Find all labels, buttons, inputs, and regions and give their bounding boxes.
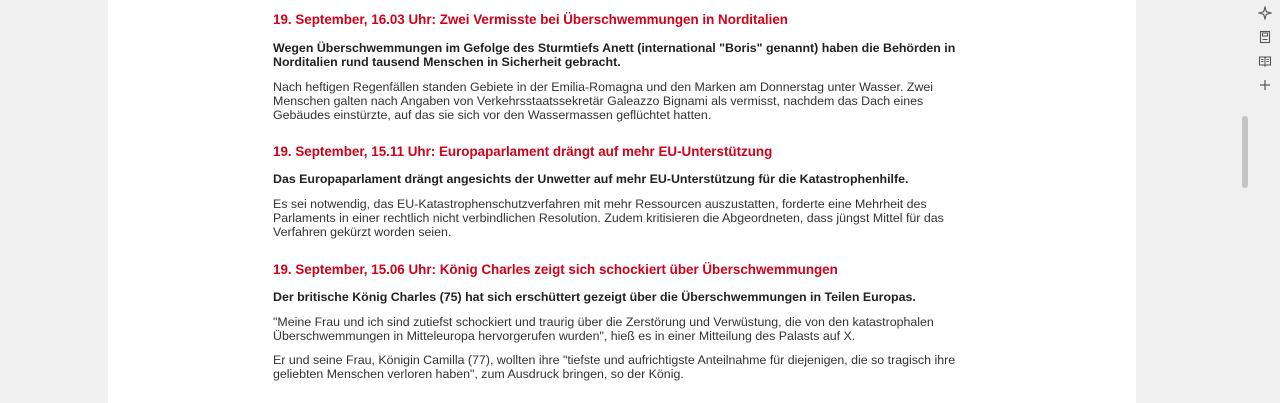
entry-lead-2: Das Europaparlament drängt angesichts der Unwetter auf mehr EU-Unterstützung für die Katastrophenhilfe. (273, 172, 909, 186)
article-page (108, 0, 1136, 403)
entry-paragraph-3-1: "Meine Frau und ich sind zutiefst schockiert und traurig über die Zerstörung und Verwüstung, die von den katastrophalen Überschwemmungen in Mitteleuropa hervorgerufen wurden", hieß es in einer Mitteilung des Palasts auf X. (273, 315, 934, 343)
scroll-thumb[interactable] (1242, 116, 1248, 188)
entry-paragraph-3-2: Er und seine Frau, Königin Camilla (77), wollten ihre "tiefste und aufrichtigste Anteilnahme für diejenigen, die so tragisch ihre geliebten Menschen verloren haben", zum Ausdruck bringen, so der König. (273, 353, 956, 381)
browser-sidebar (1250, 0, 1280, 403)
entry-title-3: 19. September, 15.06 Uhr: König Charles zeigt sich schockiert über Überschwemmungen (273, 262, 838, 277)
entry-paragraph-2-1: Es sei notwendig, das EU-Katastrophenschutzverfahren mit mehr Ressourcen auszustatten, forderte eine Mehrheit des Parlaments in einer rechtlich nicht verbindlichen Resolution. Zudem kritisieren die Abgeordneten, dass jüngst Mittel für das Verfahren gekürzt worden seien. (273, 197, 944, 239)
add-icon[interactable] (1256, 76, 1274, 94)
entry-title-2: 19. September, 15.11 Uhr: Europaparlament drängt auf mehr EU-Unterstützung (273, 144, 773, 159)
sparkle-pin-icon[interactable] (1256, 4, 1274, 22)
entry-lead-1: Wegen Überschwemmungen im Gefolge des Sturmtiefs Anett (international "Boris" genannt) haben die Behörden in Norditalien rund tausend Menschen in Sicherheit gebracht. (273, 41, 956, 69)
entry-paragraph-1-1: Nach heftigen Regenfällen standen Gebiete in der Emilia-Romagna und den Marken am Donnerstag unter Wasser. Zwei Menschen galten nach Angaben von Verkehrsstaatssekretär Galeazzo Bignami als vermisst, nachdem das Dach eines Gebäudes einstürzte, auf das sie sich vor den Wassermassen geflüchtet hatten. (273, 80, 934, 122)
entry-lead-3: Der britische König Charles (75) hat sich erschüttert gezeigt über die Überschwemmungen in Teilen Europas. (273, 290, 916, 304)
reader-view-icon[interactable] (1256, 52, 1274, 70)
save-page-icon[interactable] (1256, 28, 1274, 46)
page-scrollbar[interactable] (1240, 0, 1250, 403)
entry-title-1: 19. September, 16.03 Uhr: Zwei Vermisste bei Überschwemmungen in Norditalien (273, 12, 788, 27)
